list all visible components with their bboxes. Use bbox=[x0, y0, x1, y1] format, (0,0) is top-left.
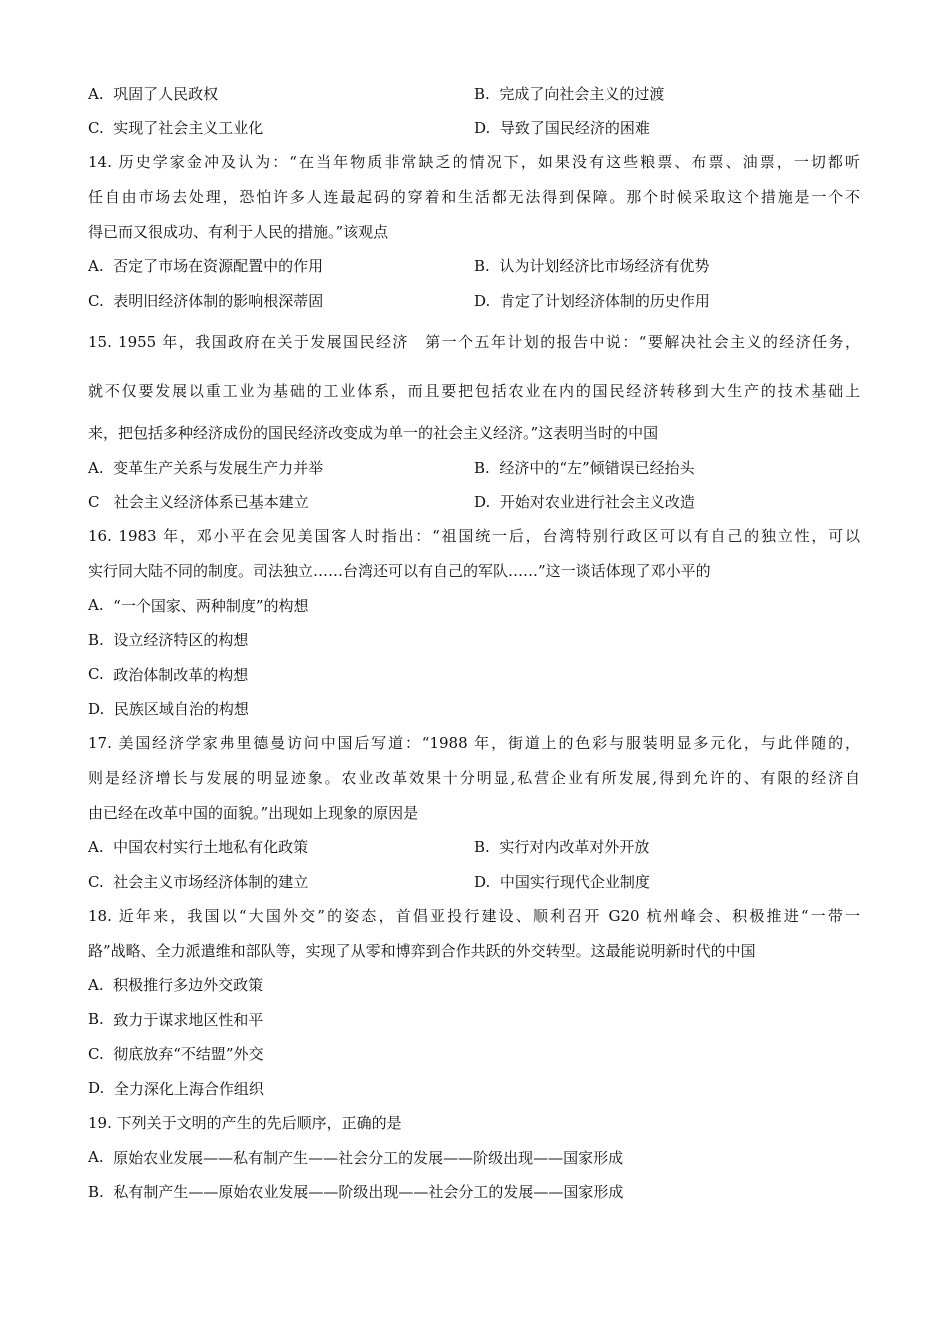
q14-option-b[interactable]: B. 认为计划经济比市场经济有优势 bbox=[474, 257, 710, 276]
q18-stem-line-1: 18. 近年来，我国以“大国外交”的姿态，首倡亚投行建设、顺利召开 G20 杭州峰会、积极推进“一带一 bbox=[88, 906, 860, 925]
q14-stem-line-3: 得已而又很成功、有利于人民的措施。”该观点 bbox=[88, 222, 389, 241]
q18-option-c[interactable]: C. 彻底放弃“不结盟”外交 bbox=[88, 1044, 264, 1064]
q13-option-a[interactable]: A. 巩固了人民政权 bbox=[88, 84, 219, 103]
q14-stem-line-2: 任自由市场去处理，恐怕许多人连最起码的穿着和生活都无法得到保障。那个时候采取这个措施是一个不 bbox=[88, 187, 860, 206]
q13-option-b[interactable]: B. 完成了向社会主义的过渡 bbox=[474, 84, 665, 103]
q18-option-b[interactable]: B. 致力于谋求地区性和平 bbox=[88, 1010, 264, 1029]
q15-options-row-2 bbox=[88, 485, 860, 520]
q14-option-c[interactable]: C. 表明旧经济体制的影响根深蒂固 bbox=[88, 291, 324, 310]
q16-stem-line-1: 16. 1983 年，邓小平在会见美国客人时指出：“祖国统一后，台湾特别行政区可以有自己的独立性，可以 bbox=[88, 527, 860, 545]
q17-option-b[interactable]: B. 实行对内改革对外开放 bbox=[474, 838, 650, 857]
q14-option-a[interactable]: A. 否定了市场在资源配置中的作用 bbox=[88, 257, 324, 276]
q13-options-row-2 bbox=[88, 111, 860, 146]
q17-options-row-1 bbox=[88, 830, 860, 865]
q16-option-a[interactable]: A. “一个国家、两种制度”的构想 bbox=[88, 596, 309, 615]
q17-stem-line-1: 17. 美国经济学家弗里德曼访问中国后写道：“1988 年，街道上的色彩与服装明显多元化，与此伴随的， bbox=[88, 734, 860, 752]
q13-options-row-1 bbox=[88, 76, 860, 111]
q15-option-b[interactable]: B. 经济中的“左”倾错误已经抬头 bbox=[474, 458, 695, 477]
q19-option-b[interactable]: B. 私有制产生——原始农业发展——阶级出现——社会分工的发展——国家形成 bbox=[88, 1182, 624, 1202]
q15-stem-line-2: 就不仅要发展以重工业为基础的工业体系，而且要把包括农业在内的国民经济转移到大生产的技术基础上 bbox=[88, 381, 860, 400]
q18-stem-line-2: 路”战略、全力派遣维和部队等，实现了从零和博弈到合作共跃的外交转型。这最能说明新时代的中国 bbox=[88, 941, 756, 960]
q16-option-d[interactable]: D. 民族区域自治的构想 bbox=[88, 699, 249, 719]
q15-stem-line-1: 15. 1955 年，我国政府在关于发展国民经济 第一个五年计划的报告中说：“要解决社会主义的经济任务， bbox=[88, 332, 860, 351]
q15-stem-line-3: 来，把包括多种经济成份的国民经济改变成为单一的社会主义经济。”这表明当时的中国 bbox=[88, 424, 659, 443]
q17-option-a[interactable]: A. 中国农村实行土地私有化政策 bbox=[88, 838, 309, 857]
q16-option-c[interactable]: C. 政治体制改革的构想 bbox=[88, 665, 249, 684]
q13-option-d[interactable]: D. 导致了国民经济的困难 bbox=[474, 119, 650, 138]
q17-stem-line-2: 则是经济增长与发展的明显迹象。农业改革效果十分明显,私营企业有所发展,得到允许的、有限的经济自 bbox=[88, 768, 860, 787]
q14-options-row-1 bbox=[88, 249, 860, 284]
q16-stem-line-2: 实行同大陆不同的制度。司法独立……台湾还可以有自己的军队……”这一谈话体现了邓小平的 bbox=[88, 562, 711, 581]
q16-option-b[interactable]: B. 设立经济特区的构想 bbox=[88, 630, 249, 650]
q18-option-a[interactable]: A. 积极推行多边外交政策 bbox=[88, 975, 264, 995]
q15-options-row-1 bbox=[88, 450, 860, 485]
q15-option-d[interactable]: D. 开始对农业进行社会主义改造 bbox=[474, 493, 695, 512]
q17-options-row-2 bbox=[88, 864, 860, 899]
q17-option-d[interactable]: D. 中国实行现代企业制度 bbox=[474, 872, 650, 891]
q17-stem-line-3: 由已经在改革中国的面貌。”出现如上现象的原因是 bbox=[88, 803, 419, 822]
q18-option-d[interactable]: D. 全力深化上海合作组织 bbox=[88, 1079, 264, 1098]
q13-option-c[interactable]: C. 实现了社会主义工业化 bbox=[88, 119, 264, 138]
q17-option-c[interactable]: C. 社会主义市场经济体制的建立 bbox=[88, 872, 309, 891]
q19-option-a[interactable]: A. 原始农业发展——私有制产生——社会分工的发展——阶级出现——国家形成 bbox=[88, 1148, 624, 1167]
q14-stem-line-1: 14. 历史学家金冲及认为：“在当年物质非常缺乏的情况下，如果没有这些粮票、布票、油票，一切都听 bbox=[88, 153, 860, 171]
q14-option-d[interactable]: D. 肯定了计划经济体制的历史作用 bbox=[474, 291, 710, 310]
q15-option-c[interactable]: C 社会主义经济体系已基本建立 bbox=[88, 493, 309, 512]
q19-stem-line-1: 19. 下列关于文明的产生的先后顺序，正确的是 bbox=[88, 1114, 402, 1133]
q14-options-row-2 bbox=[88, 283, 860, 318]
q15-option-a[interactable]: A. 变革生产关系与发展生产力并举 bbox=[88, 458, 324, 477]
